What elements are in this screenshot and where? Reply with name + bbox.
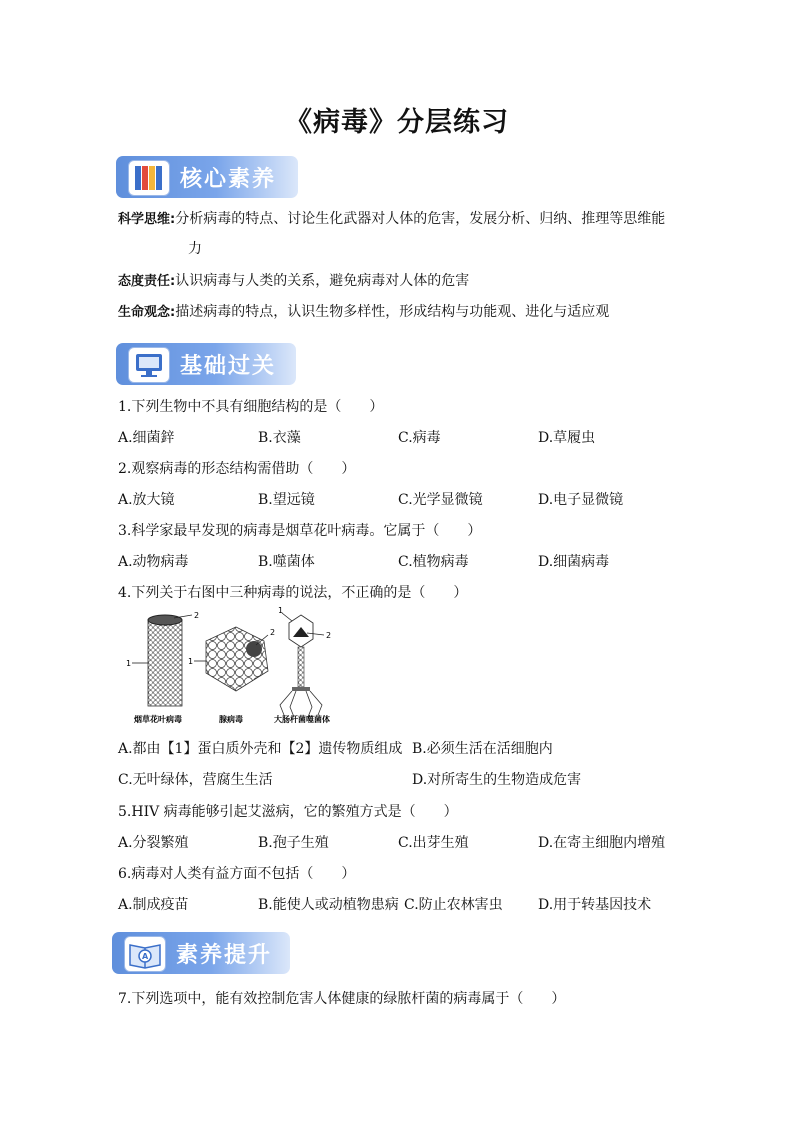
core-text: 描述病毒的特点，认识生物多样性，形成结构与功能观、进化与适应观 bbox=[175, 304, 610, 320]
books-icon bbox=[128, 160, 170, 196]
question-2: 2.观察病毒的形态结构需借助（ ） bbox=[118, 461, 356, 477]
option: C.出芽生殖 bbox=[398, 835, 469, 851]
core-text: 分析病毒的特点、讨论生化武器对人体的危害，发展分析、归纳、推理等思维能 bbox=[175, 211, 666, 227]
tobacco-mosaic-virus bbox=[132, 615, 192, 706]
section-banner-core bbox=[116, 156, 298, 198]
core-label: 生命观念: bbox=[118, 305, 176, 320]
option: A.细菌鋅 bbox=[118, 430, 175, 446]
option: D.电子显微镜 bbox=[538, 492, 624, 508]
figure-caption: 烟草花叶病毒 bbox=[134, 715, 182, 724]
core-label: 态度责任: bbox=[118, 274, 176, 289]
virus-figure bbox=[118, 605, 358, 727]
option: B.望远镜 bbox=[258, 492, 315, 508]
question-5: 5.HIV 病毒能够引起艾滋病，它的繁殖方式是（ ） bbox=[118, 804, 458, 820]
option: B.噬菌体 bbox=[258, 554, 315, 570]
option: D.用于转基因技术 bbox=[538, 897, 652, 913]
figure-caption: 大肠杆菌噬菌体 bbox=[274, 715, 330, 724]
mark: 1 bbox=[278, 606, 284, 615]
section-title-advance: 素养提升 bbox=[176, 943, 273, 968]
bacteriophage bbox=[280, 613, 324, 717]
section-banner-basic bbox=[116, 343, 296, 385]
core-item-2 bbox=[118, 270, 469, 290]
svg-text:A: A bbox=[142, 952, 149, 961]
core-item-1 bbox=[118, 208, 665, 228]
option: A.制成疫苗 bbox=[118, 897, 189, 913]
section-title-core: 核心素养 bbox=[180, 167, 277, 192]
book-icon bbox=[124, 936, 166, 972]
option: D.对所寄生的生物造成危害 bbox=[412, 772, 582, 788]
option: B.必须生活在活细胞内 bbox=[412, 741, 553, 757]
core-text: 认识病毒与人类的关系，避免病毒对人体的危害 bbox=[175, 273, 470, 289]
question-6: 6.病毒对人类有益方面不包括（ ） bbox=[118, 866, 356, 882]
question-1: 1.下列生物中不具有细胞结构的是（ ） bbox=[118, 399, 384, 415]
page-title: 《病毒》分层练习 bbox=[285, 107, 509, 138]
option: A.都由【1】蛋白质外壳和【2】遗传物质组成 bbox=[118, 741, 403, 757]
question-3: 3.科学家最早发现的病毒是烟草花叶病毒。它属于（ ） bbox=[118, 523, 482, 539]
mark: 2 bbox=[326, 631, 332, 640]
option: C.光学显微镜 bbox=[398, 492, 483, 508]
core-item-1-cont: 力 bbox=[188, 241, 202, 257]
option: D.草履虫 bbox=[538, 430, 596, 446]
option: C.病毒 bbox=[398, 430, 441, 446]
option: A.动物病毒 bbox=[118, 554, 189, 570]
section-title-basic: 基础过关 bbox=[180, 354, 277, 379]
mark: 2 bbox=[270, 628, 276, 637]
core-label: 科学思维: bbox=[118, 212, 176, 227]
option: C.植物病毒 bbox=[398, 554, 469, 570]
option: A.分裂繁殖 bbox=[118, 835, 189, 851]
option: B.孢子生殖 bbox=[258, 835, 329, 851]
option: D.在寄主细胞内增殖 bbox=[538, 835, 666, 851]
option: B.衣藻 bbox=[258, 430, 301, 446]
mark: 1 bbox=[126, 659, 132, 668]
question-7: 7.下列选项中，能有效控制危害人体健康的绿脓杆菌的病毒属于（ ） bbox=[118, 991, 566, 1007]
option: B.能使人或动植物患病 bbox=[258, 897, 399, 913]
mark: 1 bbox=[188, 657, 194, 666]
mark: 2 bbox=[194, 611, 200, 620]
option: C.防止农林害虫 bbox=[404, 897, 503, 913]
adenovirus bbox=[194, 627, 268, 691]
option: D.细菌病毒 bbox=[538, 554, 610, 570]
figure-caption: 腺病毒 bbox=[219, 715, 243, 724]
computer-icon bbox=[128, 347, 170, 383]
core-item-3 bbox=[118, 301, 609, 321]
section-banner-advance bbox=[112, 932, 290, 974]
option: C.无叶绿体，营腐生生活 bbox=[118, 772, 273, 788]
option: A.放大镜 bbox=[118, 492, 175, 508]
question-4: 4.下列关于右图中三种病毒的说法，不正确的是（ ） bbox=[118, 585, 468, 601]
